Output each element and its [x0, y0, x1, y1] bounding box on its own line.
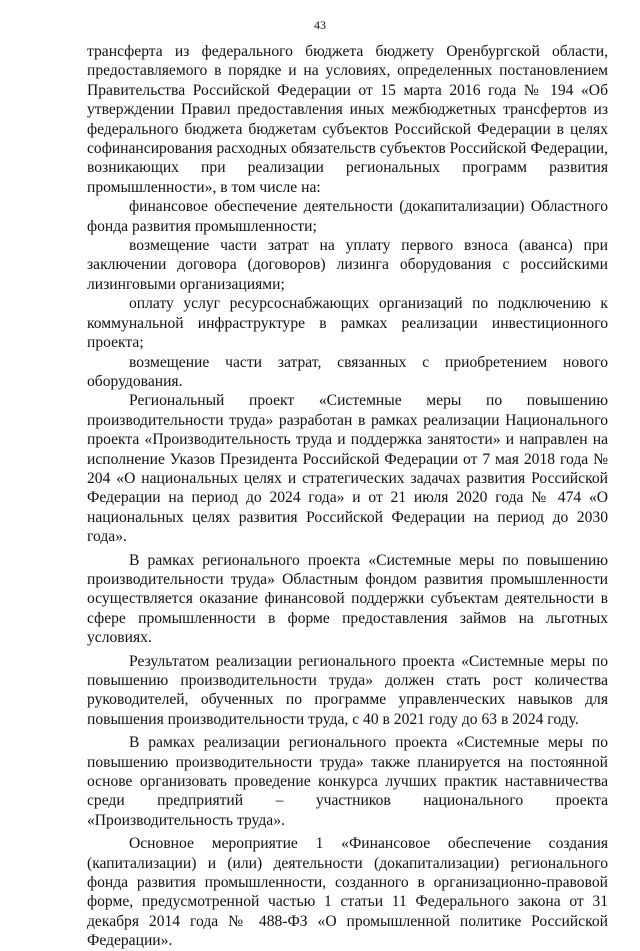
paragraph-list-item: возмещение части затрат, связанных с приобретением нового оборудования.: [87, 353, 608, 390]
paragraph-list-item: финансовое обеспечение деятельности (докапитализации) Областного фонда развития промышленности;: [87, 198, 608, 235]
paragraph: Результатом реализации регионального проекта «Системные меры по повышению производительности труда» должен стать рост количества руководителей, обученных по программе управленческих навыков для повышения производительности труда, с 40 в 2021 году до 63 в 2024 году.: [87, 652, 608, 728]
paragraph: Основное мероприятие 1 «Финансовое обеспечение создания (капитализации) и (или) деятельности (докапитализации) регионального фонда развития промышленности, созданного в организационно-правовой форме, предусмотренной частью 1 статьи 11 Федерального закона от 31 декабря 2014 года № 488-ФЗ «О промышленной политике Российской Федерации».: [87, 835, 608, 950]
paragraph-list-item: оплату услуг ресурсоснабжающих организаций по подключению к коммунальной инфраструктуре в рамках реализации инвестиционного проекта;: [87, 295, 608, 352]
page-number: 43: [314, 18, 326, 32]
paragraph: В рамках реализации регионального проекта «Системные меры по повышению производительности труда» также планируется на постоянной основе организовать проведение конкурса лучших практик наставничества среди предприятий – участников национального проекта «Производительность труда».: [87, 734, 608, 829]
paragraph: Региональный проект «Системные меры по повышению производительности труда» разработан в рамках реализации Национального проекта «Производительность труда и поддержка занятости» и направлен на исполнение Указов Президента Российской Федерации от 7 мая 2018 года № 204 «О национальных целях и стратегических задачах развития Российской Федерации на период до 2024 года» и от 21 июля 2020 года № 474 «О национальных целях развития Российской Федерации на период до 2030 года».: [87, 392, 608, 546]
paragraph: В рамках регионального проекта «Системные меры по повышению производительности труда» Областным фондом развития промышленности осуществляется оказание финансовой поддержки субъектам деятельности в сфере промышленности в форме предоставления займов на льготных условиях.: [87, 551, 608, 647]
paragraph-list-item: возмещение части затрат на уплату первого взноса (аванса) при заключении договора (договоров) лизинга оборудования с российскими лизинговыми организациями;: [87, 237, 608, 293]
paragraph-continuation: трансферта из федерального бюджета бюджету Оренбургской области, предоставляемого в порядке и на условиях, определенных постановлением Правительства Российской Федерации от 15 марта 2016 года № 194 «Об утверждении Правил предоставления иных межбюджетных трансфертов из федерального бюджета бюджетам субъектов Российской Федерации в целях софинансирования расходных обязательств субъектов Российской Федерации, возникающих при реализации региональных программ развития промышленности», в том числе на:: [87, 43, 608, 196]
document-body: [87, 42, 608, 951]
